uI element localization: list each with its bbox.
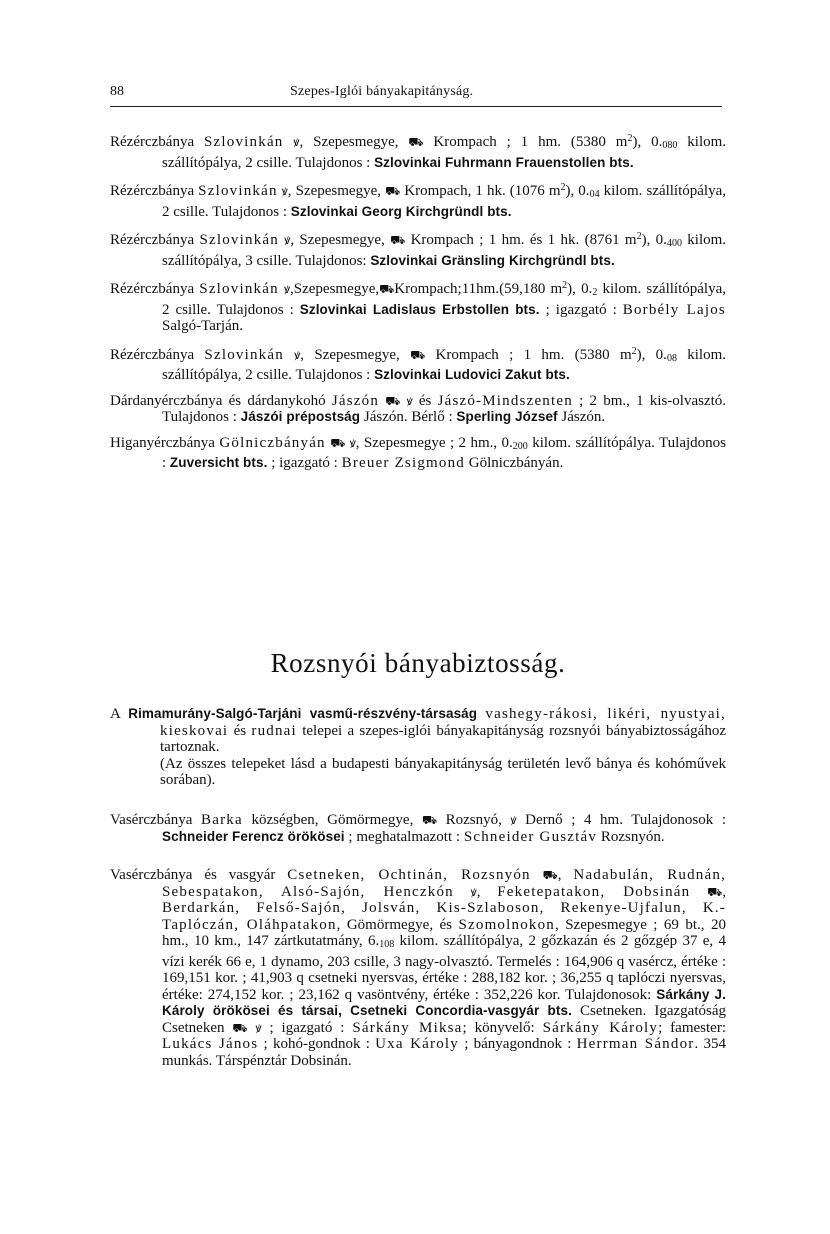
spaced-name: Herrman Sándor <box>576 1036 695 1052</box>
superscript: 2 <box>631 345 637 357</box>
spaced-name: vashegy-rákosi, likéri, nyustyai, kieskovai <box>160 706 726 739</box>
decimal-subscript: 04 <box>589 189 600 200</box>
text-run <box>284 134 294 150</box>
text-run: Rozsnyón. <box>597 828 665 845</box>
railway-station-icon: ⛟ <box>379 282 395 296</box>
spaced-name: Barka <box>201 812 243 828</box>
decimal-subscript: 08 <box>666 352 677 364</box>
railway-station-icon: ⛟ <box>390 233 406 247</box>
post-office-icon: ꝟ <box>510 813 517 827</box>
bold-name: Szlovinkai Georg Kirchgründl bts. <box>290 203 512 219</box>
spaced-name: Szlovinkán <box>204 134 284 150</box>
text-run: , <box>557 867 574 883</box>
text-run: Krompach ; 1 hm. (5380 m <box>423 134 628 150</box>
text-run: Rozsnyó, <box>437 812 511 828</box>
spaced-name: Szlovinkán <box>204 346 284 363</box>
spaced-name: Breuer Zsigmond <box>341 455 466 471</box>
text-run: ; könyvelő: <box>462 1019 543 1036</box>
text-run: Rézérczbánya <box>110 134 205 150</box>
text-run: Krompach, 1 hk. (1076 m <box>400 183 561 199</box>
text-run: ; kohó-gondnok : <box>258 1036 376 1052</box>
spaced-name: Feketepatakon, Dobsinán <box>497 883 691 900</box>
post-office-icon: ꝟ <box>293 135 300 149</box>
text-run: Krompach ; 1 hm. és 1 hk. (8761 m <box>405 232 637 248</box>
bold-name: Szlovinkai Ladislaus Erbstollen bts. <box>299 301 540 317</box>
superscript: 2 <box>627 133 633 144</box>
bold-name: Sperling József <box>456 409 558 424</box>
spaced-name: Sárkány Károly <box>542 1019 659 1036</box>
decimal-subscript: 108 <box>379 939 395 950</box>
post-office-icon: ꝟ <box>283 282 290 296</box>
superscript: 2 <box>562 280 568 291</box>
decimal-subscript: 400 <box>666 238 682 249</box>
running-header <box>110 84 722 107</box>
text-run: Jászón. <box>557 409 606 425</box>
section-title: Rozsnyói bányabiztosság. <box>270 648 566 678</box>
text-run: községben, Gömörmegye, <box>242 812 422 828</box>
text-run: Rézérczbánya <box>110 232 200 248</box>
bold-name: Jászói prépostság <box>240 409 361 424</box>
text-run: ; 2 bm., 1 kis-olvasztó. Tulajdonos : <box>162 392 727 425</box>
mine-entry <box>110 435 726 472</box>
intro-paragraph <box>110 706 726 789</box>
text-run: , Szepesmegye, <box>300 346 411 363</box>
post-office-icon: ꝟ <box>406 393 413 408</box>
text-run: Krompach;11hm.(59,180 m <box>394 281 563 297</box>
text-run: ; bányagondnok : <box>459 1036 577 1052</box>
mine-entry <box>110 229 726 269</box>
text-run: ; igazgató : <box>261 1019 353 1036</box>
text-run: ), 0. <box>565 183 590 199</box>
bold-name: Sárkány J. Károly örökösei és társai, Csetneki Concordia-vasgyár bts. <box>162 986 726 1018</box>
text-run: és <box>412 392 438 409</box>
spaced-name: Jászón <box>331 392 380 409</box>
decimal-subscript: 080 <box>662 140 678 151</box>
decimal-subscript: 2 <box>592 287 598 298</box>
text-run: Jászón. Bérlő : <box>360 409 457 425</box>
text-run: kilom. szállítópálya, 2 csille. Tulajdonos : <box>162 183 727 220</box>
mine-entry <box>110 393 726 426</box>
superscript: 2 <box>636 231 642 242</box>
decimal-subscript: 200 <box>512 440 528 452</box>
mine-entry <box>110 278 726 335</box>
text-run: telepei a szepes-iglói bányakapitányság rozsnyói bányabiztosságához tartoznak. <box>160 722 726 755</box>
intro-note: (Az összes telepeket lásd a budapesti bányakapitányság területén levő bánya és kohóművek sorában). <box>160 755 726 788</box>
spaced-name: Berdarkán, Felső-Sajón, Jolsván, Kis-Szlaboson, Rekenye-Ujfalun, K.-Taplóczán, Oláhpatakon <box>162 900 726 933</box>
spaced-name: Csetneken, Ochtinán, Rozsnyón <box>287 867 531 883</box>
post-office-icon: ꝟ <box>349 435 356 450</box>
mine-entry <box>110 867 726 1069</box>
text-run: kilom. szállítópálya, 2 csille. Tulajdonos : <box>162 281 726 318</box>
text-run: ; igazgató : <box>267 455 342 471</box>
mine-list-top <box>110 131 726 481</box>
text-run <box>454 884 471 900</box>
intro-text <box>110 706 726 789</box>
mine-entry <box>110 180 726 220</box>
text-run: ), 0. <box>641 232 667 248</box>
spaced-name: Szlovinkán <box>199 281 279 297</box>
text-run: Krompach ; 1 hm. (5380 m <box>425 346 632 363</box>
mine-entry <box>110 812 726 845</box>
text-run: , Szepesmegye ; 2 hm., 0. <box>355 434 513 451</box>
text-run: A <box>110 706 129 722</box>
spaced-name: Nadabulán, Rudnán, Sebespatakon, Alsó-Sajón, Henczkón <box>162 867 727 900</box>
text-run: Dernő ; 4 hm. Tulajdonosok : <box>516 812 727 828</box>
bold-name: Szlovinkai Fuhrmann Frauenstollen bts. <box>374 154 634 170</box>
text-run: , Gömörmegye, és <box>336 916 459 933</box>
spaced-name: Szlovinkán <box>198 183 278 199</box>
text-run: Gölniczbányán. <box>465 455 564 471</box>
text-run: és <box>228 722 252 739</box>
text-run: kilom. szállítópálya, 2 csille. Tulajdonos : <box>162 134 727 171</box>
text-run: Vasérczbánya és vasgyár <box>110 867 288 883</box>
spaced-name: rudnai <box>251 722 297 739</box>
text-run: ), 0. <box>632 134 663 150</box>
railway-station-icon: ⛟ <box>232 1020 248 1035</box>
text-run: Vasérczbánya <box>110 812 202 828</box>
text-run: ; meghatalmazott : <box>344 828 464 845</box>
text-run <box>690 884 707 900</box>
text-run: Rézérczbánya <box>110 183 199 199</box>
text-run: Csetneken. Igazgatóság Csetneken <box>162 1003 726 1036</box>
text-run: Rézérczbánya <box>110 346 205 363</box>
post-office-icon: ꝟ <box>284 233 291 247</box>
post-office-icon: ꝟ <box>281 184 288 198</box>
railway-station-icon: ⛟ <box>385 393 401 408</box>
mine-list-bottom <box>110 812 726 1091</box>
running-title: Szepes-Iglói bányakapitányság. <box>290 84 474 99</box>
text-run: , <box>476 883 498 900</box>
bold-name: Szlovinkai Ludovici Zakut bts. <box>374 367 570 382</box>
text-run: ), 0. <box>636 346 667 363</box>
mine-entry <box>110 131 726 171</box>
text-run: Salgó-Tarján. <box>162 318 244 334</box>
text-run: ), 0. <box>567 281 593 297</box>
text-run: , Szepesmegye, <box>290 232 391 248</box>
spaced-name: Borbély Lajos <box>622 301 726 318</box>
text-run: ,Szepesmegye, <box>290 281 380 297</box>
bold-name: Rimamurány-Salgó-Tarjáni vasmű-részvény-társaság <box>128 706 478 721</box>
railway-station-icon: ⛟ <box>408 135 424 149</box>
text-run: . 354 munkás. Társpénztár Dobsinán. <box>162 1036 726 1069</box>
text-run <box>284 347 294 363</box>
text-run: ; igazgató : <box>539 301 623 318</box>
text-run: Higanyérczbánya <box>110 434 220 451</box>
text-run: , Szepesmegye, <box>299 134 409 150</box>
post-office-icon: ꝟ <box>294 347 301 362</box>
text-run: Rézérczbánya <box>110 281 200 297</box>
railway-station-icon: ⛟ <box>542 868 558 882</box>
spaced-name: Szomolnokon <box>458 916 556 933</box>
spaced-name: Sárkány Miksa <box>352 1019 463 1036</box>
bold-name: Zuversicht bts. <box>169 455 268 470</box>
text-run: kilom. szállítópálya, 2 csille. Tulajdonos : <box>162 346 727 383</box>
railway-station-icon: ⛟ <box>385 184 401 198</box>
spaced-name: Jászó-Mindszenten <box>437 392 573 409</box>
bold-name: Schneider Ferencz örökösei <box>162 828 345 844</box>
text-run: Dárdanyérczbánya és dárdanykohó <box>110 392 332 409</box>
superscript: 2 <box>560 182 566 193</box>
spaced-name: Szlovinkán <box>199 232 279 248</box>
bold-name: Szlovinkai Gränsling Kirchgründl bts. <box>370 252 615 268</box>
post-office-icon: ꝟ <box>255 1020 262 1035</box>
spaced-name: Lukács János <box>162 1036 259 1052</box>
spaced-name: Schneider Gusztáv <box>463 828 598 845</box>
text-run: kilom. szállítópálya, 3 csille. Tulajdonos: <box>162 232 727 269</box>
mine-entry <box>110 344 726 384</box>
post-office-icon: ꝟ <box>470 884 477 899</box>
text-run <box>531 867 543 883</box>
railway-station-icon: ⛟ <box>421 813 438 827</box>
text-run: , Szepesmegye ; 69 bt., 20 hm., 10 km., 147 zártkutatmány, 6. <box>162 916 726 949</box>
railway-station-icon: ⛟ <box>410 347 426 362</box>
text-run: , <box>722 883 727 900</box>
page-number: 88 <box>110 84 124 99</box>
text-run: kilom. szállítópálya, 2 gőzkazán és 2 gőzgép 37 e, 4 vízi kerék 66 e, 1 dynamo, 203 csille, 3 nagy-olvasztó. Termelés : 164,906 q vasércz, értéke : 169,151 kor. ; 41,903 q csetneki nyersvas, értéke : 288,182 kor. ; 36,255 q taplóczi nyersvas, értéke: 274,152 kor. ; 23,162 q vasöntvény, értéke : 352,226 kor. Tulajdonosok: <box>162 933 726 1003</box>
spaced-name: Gölniczbányán <box>219 434 326 451</box>
text-run: kilom. szállítópálya. Tulajdonos : <box>162 434 727 471</box>
railway-station-icon: ⛟ <box>707 884 723 899</box>
spaced-name: Uxa Károly <box>375 1036 459 1052</box>
railway-station-icon: ⛟ <box>330 435 346 450</box>
text-run: , Szepesmegye, <box>287 183 386 199</box>
text-run: ; famester: <box>658 1019 726 1036</box>
